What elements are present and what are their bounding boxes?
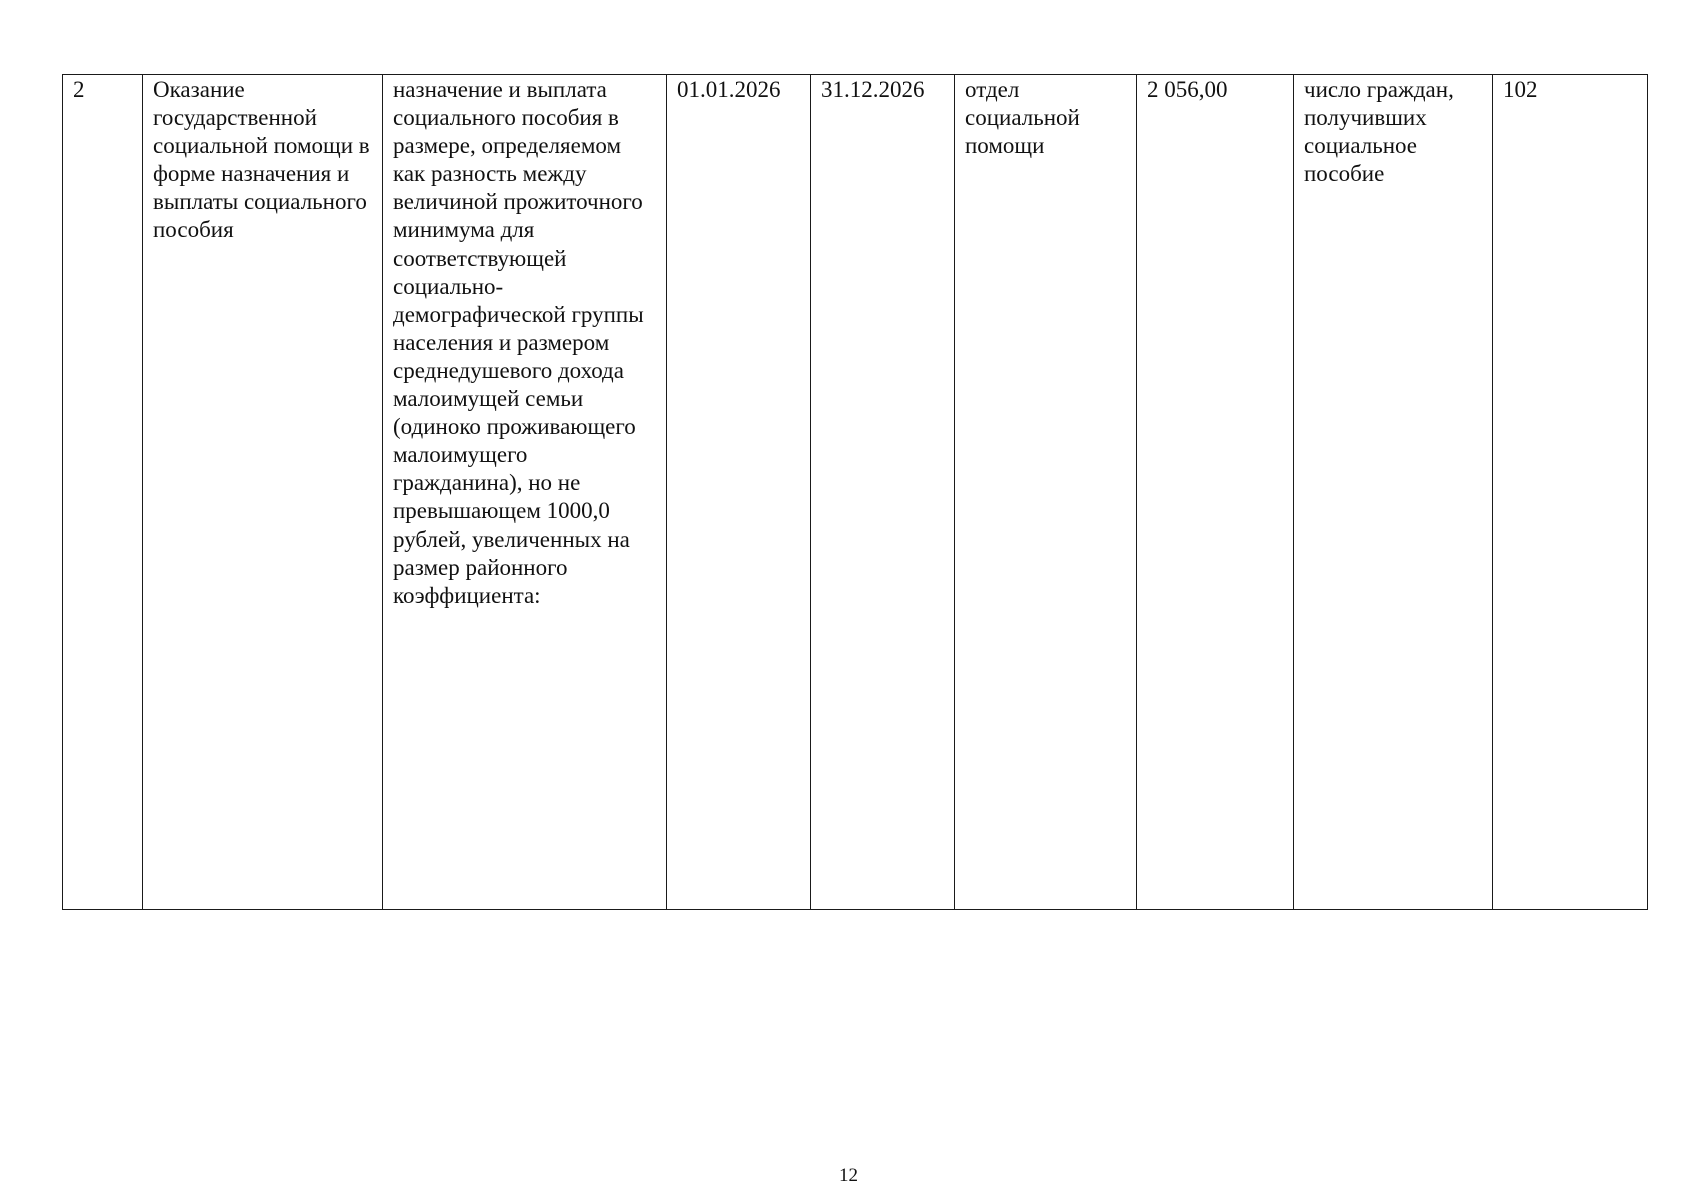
start-date-cell: 01.01.2026 [667,75,811,910]
measure-name-cell: Оказание государственной социальной помощи в форме назначения и выплаты социального пособия [143,75,383,910]
description-cell: назначение и выплата социального пособия в размере, определяемом как разность между величиной прожиточного минимума для соответствующей социально-демографической группы населения и размером среднедушевого дохода малоимущей семьи (одиноко проживающего малоимущего гражданина), но не превышающем 1000,0 рублей, увеличенных на размер районного коэффициента: [383,75,667,910]
table-row [63,75,1648,910]
row-number-cell: 2 [63,75,143,910]
program-table [62,74,1648,910]
responsible-cell: отдел социальной помощи [955,75,1137,910]
end-date-cell: 31.12.2026 [811,75,955,910]
indicator-cell: число граждан, получивших социальное пособие [1294,75,1493,910]
amount-cell: 2 056,00 [1137,75,1294,910]
indicator-value-cell: 102 [1493,75,1648,910]
page-number: 12 [839,1165,858,1186]
